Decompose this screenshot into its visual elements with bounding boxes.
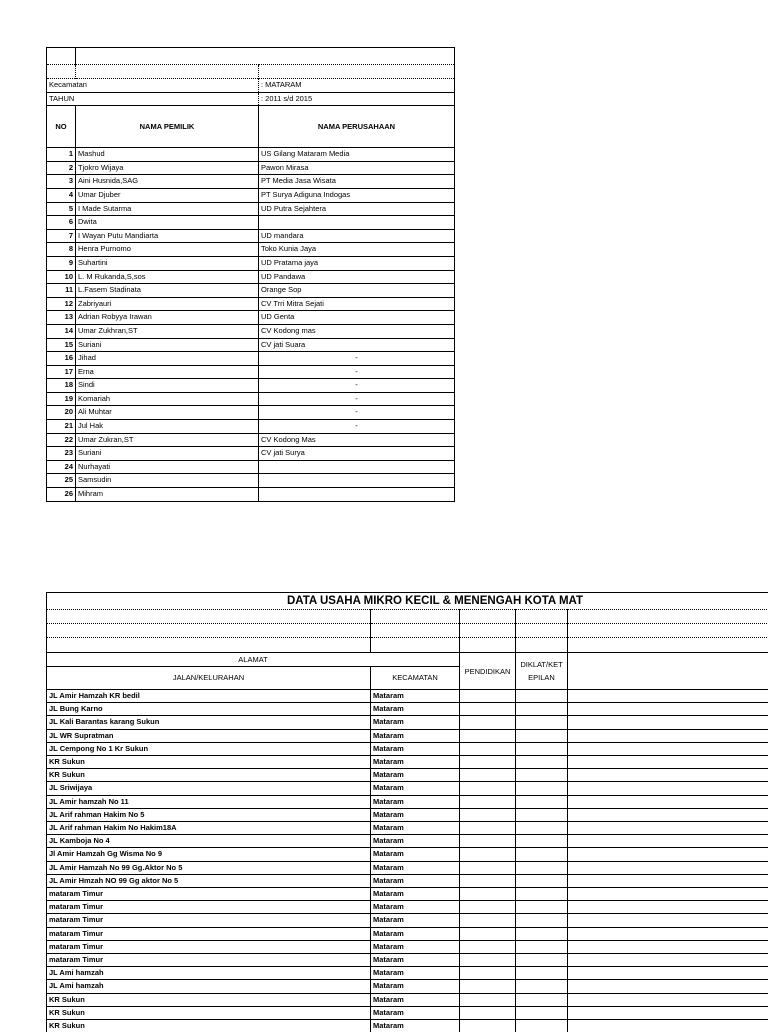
row-diklat bbox=[516, 769, 568, 782]
table-row bbox=[47, 795, 768, 808]
row-kecamatan: Mataram bbox=[371, 729, 460, 742]
table-row bbox=[47, 914, 768, 927]
table-row bbox=[47, 392, 455, 406]
row-nama-perusahaan: UD Pandawa bbox=[259, 270, 455, 284]
row-pendidikan bbox=[460, 901, 516, 914]
row-jalan-kelurahan: KR Sukun bbox=[47, 1020, 371, 1032]
row-pendidikan bbox=[460, 967, 516, 980]
row-jalan-kelurahan: KR Sukun bbox=[47, 993, 371, 1006]
row-pendidikan bbox=[460, 888, 516, 901]
row-pendidikan bbox=[460, 993, 516, 1006]
row-nama-perusahaan bbox=[259, 488, 455, 502]
row-jalan-kelurahan: mataram Timur bbox=[47, 940, 371, 953]
table-row bbox=[47, 148, 455, 162]
table-row bbox=[47, 729, 768, 742]
row-kecamatan: Mataram bbox=[371, 795, 460, 808]
row-diklat bbox=[516, 1006, 568, 1019]
row-jalan-kelurahan: mataram Timur bbox=[47, 954, 371, 967]
row-nama-perusahaan: PT Media Jasa Wisata bbox=[259, 175, 455, 189]
row-kecamatan: Mataram bbox=[371, 1020, 460, 1032]
row-no: 1 bbox=[47, 148, 76, 162]
row-jalan-kelurahan: KR Sukun bbox=[47, 756, 371, 769]
table-row bbox=[47, 716, 768, 729]
table-row bbox=[47, 433, 455, 447]
row-pendidikan bbox=[460, 822, 516, 835]
table-row bbox=[47, 769, 768, 782]
table-row bbox=[47, 161, 455, 175]
row-jalan-kelurahan: JL Arif rahman Hakim No 5 bbox=[47, 808, 371, 821]
table-row bbox=[47, 808, 768, 821]
row-pendidikan bbox=[460, 874, 516, 887]
col-header-pendidikan: PENDIDIKAN bbox=[460, 653, 516, 690]
table-row bbox=[47, 980, 768, 993]
row-nama-pemilik: Komariah bbox=[76, 392, 259, 406]
table-row bbox=[47, 901, 768, 914]
row-diklat bbox=[516, 703, 568, 716]
col-header-alamat: ALAMAT bbox=[47, 653, 460, 667]
table-row bbox=[47, 379, 455, 393]
table-row bbox=[47, 229, 455, 243]
row-no: 26 bbox=[47, 488, 76, 502]
row-no: 17 bbox=[47, 365, 76, 379]
row-nama-perusahaan: UD Genta bbox=[259, 311, 455, 325]
table-row bbox=[47, 420, 455, 434]
table-row bbox=[47, 822, 768, 835]
row-jalan-kelurahan: JL Amir Hamzah No 99 Gg.Aktor No 5 bbox=[47, 861, 371, 874]
table-row bbox=[47, 1020, 768, 1032]
row-kecamatan: Mataram bbox=[371, 1006, 460, 1019]
row-kecamatan: Mataram bbox=[371, 914, 460, 927]
row-no: 8 bbox=[47, 243, 76, 257]
row-pendidikan bbox=[460, 756, 516, 769]
table-row bbox=[47, 324, 455, 338]
row-nama-pemilik: Mashud bbox=[76, 148, 259, 162]
row-pendidikan bbox=[460, 940, 516, 953]
row-nama-perusahaan: Orange Sop bbox=[259, 284, 455, 298]
row-diklat bbox=[516, 822, 568, 835]
col-header-no: NO bbox=[47, 106, 76, 148]
table-row bbox=[47, 1006, 768, 1019]
table-row bbox=[47, 848, 768, 861]
blank-row bbox=[47, 624, 768, 638]
blank-row bbox=[47, 638, 768, 653]
row-pendidikan bbox=[460, 848, 516, 861]
sheet-title: DATA USAHA MIKRO KECIL & MENENGAH KOTA MAT bbox=[287, 595, 583, 607]
owner-company-table bbox=[46, 47, 455, 502]
table-row bbox=[47, 365, 455, 379]
row-diklat bbox=[516, 927, 568, 940]
table-row bbox=[47, 175, 455, 189]
row-pendidikan bbox=[460, 729, 516, 742]
row-kecamatan: Mataram bbox=[371, 703, 460, 716]
col-header-nama-perusahaan: NAMA PERUSAHAAN bbox=[259, 106, 455, 148]
table-row bbox=[47, 940, 768, 953]
row-jalan-kelurahan: JL Amir Hamzah KR bedil bbox=[47, 690, 371, 703]
col-header-diklat: DIKLAT/KET EPILAN bbox=[516, 653, 568, 690]
table-row bbox=[47, 690, 768, 703]
row-kecamatan: Mataram bbox=[371, 980, 460, 993]
row-nama-perusahaan bbox=[259, 474, 455, 488]
row-nama-pemilik: Adrian Robyya Irawan bbox=[76, 311, 259, 325]
row-diklat bbox=[516, 808, 568, 821]
row-pendidikan bbox=[460, 861, 516, 874]
row-no: 10 bbox=[47, 270, 76, 284]
row-kecamatan: Mataram bbox=[371, 822, 460, 835]
row-no: 12 bbox=[47, 297, 76, 311]
row-diklat bbox=[516, 848, 568, 861]
row-no: 13 bbox=[47, 311, 76, 325]
row-kecamatan: Mataram bbox=[371, 742, 460, 755]
row-jalan-kelurahan: JL Cempong No 1 Kr Sukun bbox=[47, 742, 371, 755]
row-nama-pemilik: I Made Sutarma bbox=[76, 202, 259, 216]
row-pendidikan bbox=[460, 1020, 516, 1032]
row-pendidikan bbox=[460, 954, 516, 967]
row-nama-pemilik: Henra Purnomo bbox=[76, 243, 259, 257]
row-nama-perusahaan: - bbox=[259, 406, 455, 420]
row-jalan-kelurahan: KR Sukun bbox=[47, 1006, 371, 1019]
row-jalan-kelurahan: JL Amir hamzah No 11 bbox=[47, 795, 371, 808]
row-jalan-kelurahan: mataram Timur bbox=[47, 901, 371, 914]
row-no: 23 bbox=[47, 447, 76, 461]
row-no: 3 bbox=[47, 175, 76, 189]
row-jalan-kelurahan: JL Arif rahman Hakim No Hakim18A bbox=[47, 822, 371, 835]
row-diklat bbox=[516, 888, 568, 901]
row-nama-pemilik: L.Fasem Stadinata bbox=[76, 284, 259, 298]
row-kecamatan: Mataram bbox=[371, 874, 460, 887]
row-no: 5 bbox=[47, 202, 76, 216]
blank-row bbox=[47, 65, 455, 79]
table-row bbox=[47, 256, 455, 270]
row-nama-pemilik: Erna bbox=[76, 365, 259, 379]
row-nama-perusahaan: CV Kodong Mas bbox=[259, 433, 455, 447]
row-pendidikan bbox=[460, 1006, 516, 1019]
row-nama-perusahaan: UD mandara bbox=[259, 229, 455, 243]
row-nama-pemilik: Jihad bbox=[76, 352, 259, 366]
row-kecamatan: Mataram bbox=[371, 848, 460, 861]
row-nama-pemilik: Nurhayati bbox=[76, 460, 259, 474]
row-no: 20 bbox=[47, 406, 76, 420]
row-nama-perusahaan: - bbox=[259, 392, 455, 406]
row-kecamatan: Mataram bbox=[371, 940, 460, 953]
table-row bbox=[47, 338, 455, 352]
blank-row bbox=[47, 610, 768, 624]
table-row bbox=[47, 874, 768, 887]
row-jalan-kelurahan: JL Bung Karno bbox=[47, 703, 371, 716]
table-row bbox=[47, 967, 768, 980]
table-row bbox=[47, 202, 455, 216]
row-diklat bbox=[516, 742, 568, 755]
table-row bbox=[47, 447, 455, 461]
row-nama-perusahaan: Toko Kunia Jaya bbox=[259, 243, 455, 257]
row-no: 18 bbox=[47, 379, 76, 393]
title-row bbox=[47, 593, 768, 610]
row-jalan-kelurahan: JL WR Supratman bbox=[47, 729, 371, 742]
row-kecamatan: Mataram bbox=[371, 756, 460, 769]
kecamatan-value: : MATARAM bbox=[259, 79, 455, 93]
row-kecamatan: Mataram bbox=[371, 927, 460, 940]
row-nama-perusahaan: CV Kodong mas bbox=[259, 324, 455, 338]
row-diklat bbox=[516, 940, 568, 953]
row-diklat bbox=[516, 901, 568, 914]
row-nama-pemilik: Zabriyauri bbox=[76, 297, 259, 311]
row-diklat bbox=[516, 782, 568, 795]
table-row bbox=[47, 216, 455, 230]
tahun-label: TAHUN bbox=[47, 92, 259, 106]
row-nama-perusahaan bbox=[259, 460, 455, 474]
table-row bbox=[47, 782, 768, 795]
row-no: 19 bbox=[47, 392, 76, 406]
row-diklat bbox=[516, 861, 568, 874]
row-pendidikan bbox=[460, 782, 516, 795]
row-nama-pemilik: Jul Hak bbox=[76, 420, 259, 434]
row-no: 25 bbox=[47, 474, 76, 488]
row-kecamatan: Mataram bbox=[371, 808, 460, 821]
kecamatan-row bbox=[47, 79, 455, 93]
row-no: 16 bbox=[47, 352, 76, 366]
table-row bbox=[47, 756, 768, 769]
row-nama-pemilik: Ali Muhtar bbox=[76, 406, 259, 420]
row-nama-perusahaan: CV jati Surya bbox=[259, 447, 455, 461]
row-nama-pemilik: Dwita bbox=[76, 216, 259, 230]
table-row bbox=[47, 460, 455, 474]
row-no: 7 bbox=[47, 229, 76, 243]
row-diklat bbox=[516, 993, 568, 1006]
row-pendidikan bbox=[460, 703, 516, 716]
row-no: 6 bbox=[47, 216, 76, 230]
col-header-kecamatan: KECAMATAN bbox=[371, 667, 460, 690]
table-row bbox=[47, 703, 768, 716]
table-row bbox=[47, 352, 455, 366]
header-row bbox=[47, 106, 455, 148]
table-row bbox=[47, 888, 768, 901]
row-pendidikan bbox=[460, 742, 516, 755]
row-pendidikan bbox=[460, 914, 516, 927]
row-jalan-kelurahan: JL Kali Barantas karang Sukun bbox=[47, 716, 371, 729]
row-diklat bbox=[516, 729, 568, 742]
row-diklat bbox=[516, 980, 568, 993]
row-pendidikan bbox=[460, 835, 516, 848]
row-nama-pemilik: Suriani bbox=[76, 447, 259, 461]
row-nama-perusahaan: PT Surya Adiguna Indogas bbox=[259, 188, 455, 202]
row-no: 15 bbox=[47, 338, 76, 352]
table-row bbox=[47, 993, 768, 1006]
table-row bbox=[47, 243, 455, 257]
row-nama-perusahaan: CV Trri Mitra Sejati bbox=[259, 297, 455, 311]
header-row bbox=[47, 653, 768, 667]
row-pendidikan bbox=[460, 716, 516, 729]
row-pendidikan bbox=[460, 927, 516, 940]
umkm-address-table bbox=[46, 592, 768, 1032]
row-diklat bbox=[516, 690, 568, 703]
row-nama-pemilik: Umar Djuber bbox=[76, 188, 259, 202]
row-nama-perusahaan: - bbox=[259, 420, 455, 434]
row-nama-perusahaan bbox=[259, 216, 455, 230]
row-diklat bbox=[516, 756, 568, 769]
row-kecamatan: Mataram bbox=[371, 769, 460, 782]
row-nama-pemilik: Umar Zukran,ST bbox=[76, 433, 259, 447]
row-nama-pemilik: Tjokro Wijaya bbox=[76, 161, 259, 175]
row-kecamatan: Mataram bbox=[371, 716, 460, 729]
row-jalan-kelurahan: JL Kamboja No 4 bbox=[47, 835, 371, 848]
table-row bbox=[47, 284, 455, 298]
row-nama-pemilik: L. M Rukanda,S,sos bbox=[76, 270, 259, 284]
table-row bbox=[47, 297, 455, 311]
table-row bbox=[47, 311, 455, 325]
row-jalan-kelurahan: mataram Timur bbox=[47, 927, 371, 940]
table-row bbox=[47, 835, 768, 848]
row-nama-pemilik: Aini Husnida,SAG bbox=[76, 175, 259, 189]
row-nama-perusahaan: - bbox=[259, 352, 455, 366]
row-jalan-kelurahan: Jl Amir Hamzah Gg Wisma No 9 bbox=[47, 848, 371, 861]
row-nama-pemilik: Suriani bbox=[76, 338, 259, 352]
row-no: 4 bbox=[47, 188, 76, 202]
row-kecamatan: Mataram bbox=[371, 993, 460, 1006]
row-no: 24 bbox=[47, 460, 76, 474]
tahun-row bbox=[47, 92, 455, 106]
row-nama-perusahaan: CV jati Suara bbox=[259, 338, 455, 352]
row-diklat bbox=[516, 795, 568, 808]
row-jalan-kelurahan: JL Sriwijaya bbox=[47, 782, 371, 795]
row-jalan-kelurahan: mataram Timur bbox=[47, 914, 371, 927]
row-no: 9 bbox=[47, 256, 76, 270]
row-diklat bbox=[516, 954, 568, 967]
row-kecamatan: Mataram bbox=[371, 954, 460, 967]
row-kecamatan: Mataram bbox=[371, 835, 460, 848]
row-kecamatan: Mataram bbox=[371, 967, 460, 980]
row-no: 2 bbox=[47, 161, 76, 175]
row-jalan-kelurahan: KR Sukun bbox=[47, 769, 371, 782]
row-diklat bbox=[516, 1020, 568, 1032]
row-pendidikan bbox=[460, 980, 516, 993]
row-jalan-kelurahan: mataram Timur bbox=[47, 888, 371, 901]
row-kecamatan: Mataram bbox=[371, 861, 460, 874]
row-no: 21 bbox=[47, 420, 76, 434]
row-nama-perusahaan: - bbox=[259, 379, 455, 393]
col-header-nama-pemilik: NAMA PEMILIK bbox=[76, 106, 259, 148]
table-row bbox=[47, 861, 768, 874]
row-pendidikan bbox=[460, 808, 516, 821]
row-jalan-kelurahan: JL Amir Hmzah NO 99 Gg aktor No 5 bbox=[47, 874, 371, 887]
row-no: 11 bbox=[47, 284, 76, 298]
row-pendidikan bbox=[460, 769, 516, 782]
table-row bbox=[47, 954, 768, 967]
table-row bbox=[47, 188, 455, 202]
row-nama-perusahaan: US Gilang Mataram Media bbox=[259, 148, 455, 162]
row-pendidikan bbox=[460, 690, 516, 703]
row-diklat bbox=[516, 835, 568, 848]
row-nama-perusahaan: - bbox=[259, 365, 455, 379]
row-nama-pemilik: Mihram bbox=[76, 488, 259, 502]
row-diklat bbox=[516, 967, 568, 980]
table-row bbox=[47, 742, 768, 755]
row-diklat bbox=[516, 914, 568, 927]
row-nama-pemilik: I Wayan Putu Mandiarta bbox=[76, 229, 259, 243]
table-row bbox=[47, 474, 455, 488]
row-kecamatan: Mataram bbox=[371, 888, 460, 901]
row-nama-pemilik: Umar Zukhran,ST bbox=[76, 324, 259, 338]
table-row bbox=[47, 927, 768, 940]
table-row bbox=[47, 406, 455, 420]
row-nama-perusahaan: UD Pratama jaya bbox=[259, 256, 455, 270]
table-row bbox=[47, 488, 455, 502]
row-nama-pemilik: Samsudin bbox=[76, 474, 259, 488]
table-row bbox=[47, 270, 455, 284]
row-diklat bbox=[516, 716, 568, 729]
blank-row bbox=[47, 48, 455, 65]
row-diklat bbox=[516, 874, 568, 887]
row-kecamatan: Mataram bbox=[371, 782, 460, 795]
row-jalan-kelurahan: JL Ami hamzah bbox=[47, 980, 371, 993]
kecamatan-label: Kecamatan bbox=[47, 79, 259, 93]
row-kecamatan: Mataram bbox=[371, 901, 460, 914]
row-no: 14 bbox=[47, 324, 76, 338]
row-jalan-kelurahan: JL Ami hamzah bbox=[47, 967, 371, 980]
col-header-jalan-kelurahan: JALAN/KELURAHAN bbox=[47, 667, 371, 690]
row-nama-perusahaan: UD Putra Sejahtera bbox=[259, 202, 455, 216]
row-kecamatan: Mataram bbox=[371, 690, 460, 703]
row-nama-pemilik: Sindi bbox=[76, 379, 259, 393]
row-no: 22 bbox=[47, 433, 76, 447]
tahun-value: : 2011 s/d 2015 bbox=[259, 92, 455, 106]
row-nama-perusahaan: Pawon Mirasa bbox=[259, 161, 455, 175]
row-nama-pemilik: Suhartini bbox=[76, 256, 259, 270]
row-pendidikan bbox=[460, 795, 516, 808]
